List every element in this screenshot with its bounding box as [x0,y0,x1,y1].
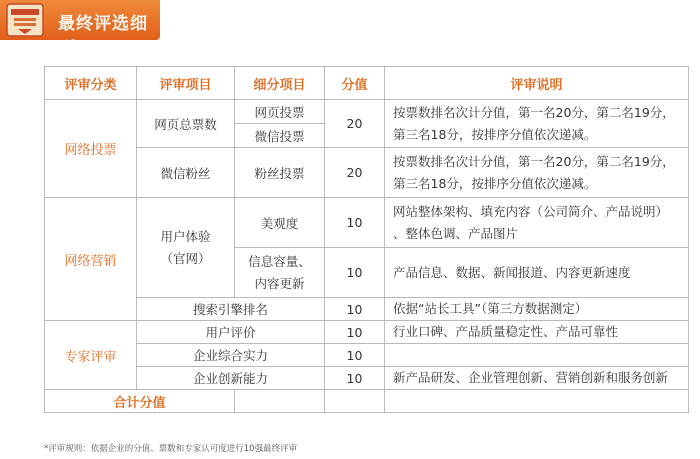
category-expert-review: 专家评审 [45,321,137,390]
table-header-row [45,67,689,100]
subitem-line: 内容更新 [254,275,305,291]
desc-line: 网站整体架构、填充内容（公司简介、产品说明） [393,203,669,219]
subitem-wechat-vote: 微信投票 [235,124,325,148]
item-wechat-fans: 微信粉丝 [137,148,235,198]
header-score: 分值 [325,67,385,100]
footnote: *评审规则：依据企业的分值、票数和专家认可度进行10强最终评审 [44,444,298,454]
desc-user-evaluation: 行业口碑、产品质量稳定性、产品可靠性 [385,321,689,344]
item-innovation: 企业创新能力 [137,367,325,390]
item-seo-ranking: 搜索引擎排名 [137,298,325,321]
score-seo-ranking: 10 [325,298,385,321]
score-web-total: 20 [325,100,385,148]
item-user-experience [137,198,235,298]
score-info-capacity: 10 [325,248,385,298]
desc-line: 第三名18分，按排序分值依次递减。 [393,126,597,142]
page-title: 最终评选细则 [58,14,148,59]
desc-info-capacity: 产品信息、数据、新闻报道、内容更新速度 [385,248,689,298]
desc-appearance [385,198,689,248]
subitem-info-capacity [235,248,325,298]
header-category: 评审分类 [45,67,137,100]
desc-wechat-fans [385,148,689,198]
total-empty-subitem [235,390,325,413]
total-empty-desc [385,390,689,413]
total-label: 合计分值 [45,390,235,413]
desc-line: 按票数排名次计分值，第一名20分，第二名19分， [393,153,675,169]
header-description: 评审说明 [385,67,689,100]
table-row [45,367,689,390]
table-row [45,198,689,248]
table-row [45,148,689,198]
table-row [45,298,689,321]
table-row [45,100,689,124]
item-user-evaluation: 用户评价 [137,321,325,344]
score-user-evaluation: 10 [325,321,385,344]
table-row-total [45,390,689,413]
score-innovation: 10 [325,367,385,390]
category-online-vote: 网络投票 [45,100,137,198]
score-appearance: 10 [325,198,385,248]
desc-company-strength [385,344,689,367]
desc-web-total [385,100,689,148]
desc-innovation: 新产品研发、企业管理创新、营销创新和服务创新 [385,367,689,390]
header-subitem: 细分项目 [235,67,325,100]
item-line: （官网） [160,250,211,266]
score-company-strength: 10 [325,344,385,367]
item-company-strength: 企业综合实力 [137,344,325,367]
desc-line: 、整体色调、产品图片 [393,225,519,241]
table-row [45,344,689,367]
scoring-table [44,66,689,413]
score-wechat-fans: 20 [325,148,385,198]
subitem-web-vote: 网页投票 [235,100,325,124]
desc-seo-ranking: 依据“站长工具”（第三方数据测定） [385,298,689,321]
subitem-line: 信息容量、 [248,253,311,269]
award-badge-icon [6,3,44,37]
header-item: 评审项目 [137,67,235,100]
item-web-total: 网页总票数 [137,100,235,148]
desc-line: 按票数排名次计分值，第一名20分，第二名19分， [393,104,675,120]
item-line: 用户体验 [160,228,211,244]
category-online-marketing: 网络营销 [45,198,137,321]
subitem-appearance: 美观度 [235,198,325,248]
total-empty-score [325,390,385,413]
section-banner [0,0,160,59]
desc-line: 第三名18分，按排序分值依次递减。 [393,175,597,191]
table-row [45,321,689,344]
subitem-fans-vote: 粉丝投票 [235,148,325,198]
